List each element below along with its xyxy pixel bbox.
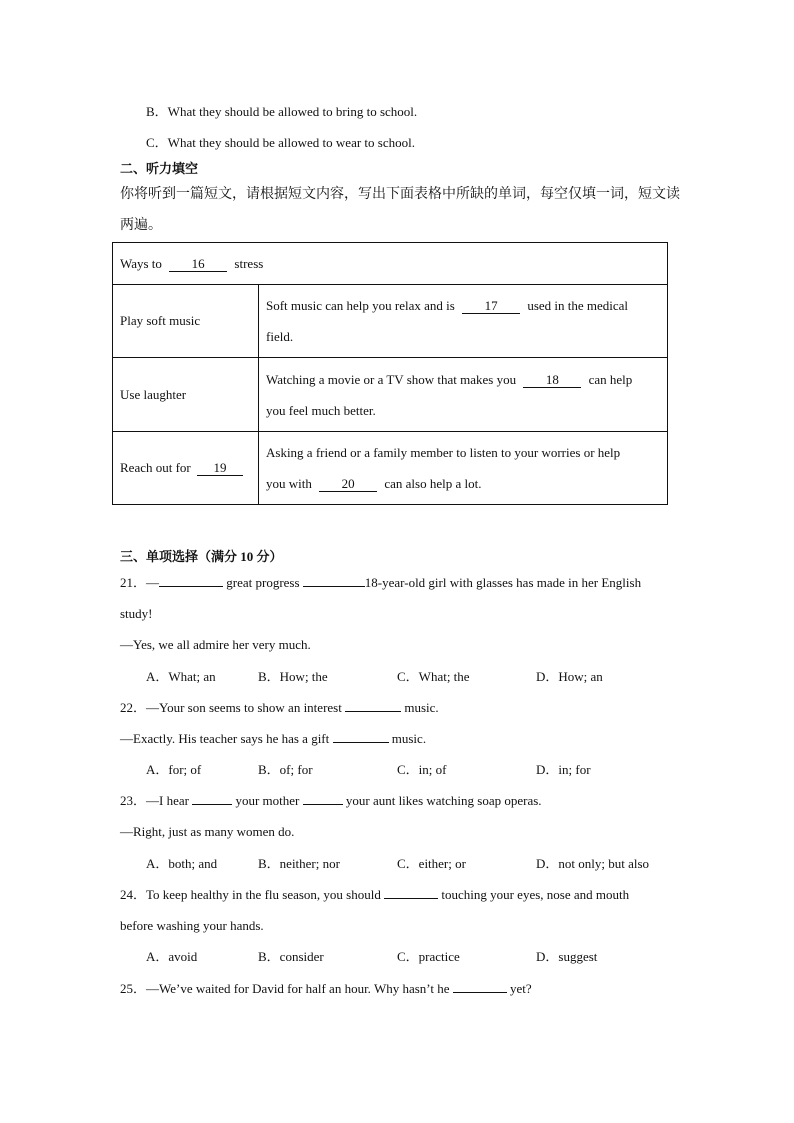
row3-content	[259, 432, 668, 505]
question-21-line2: study!	[120, 606, 153, 621]
q21-option-b[interactable]: B．How; the	[258, 669, 328, 684]
row2-text-after: can help	[588, 371, 633, 387]
table-row	[113, 285, 668, 358]
q22-text-end: music.	[404, 700, 439, 715]
row2-content	[259, 358, 668, 432]
table-title-row	[113, 243, 668, 285]
q23-option-d[interactable]: D．not only; but also	[536, 856, 650, 871]
row3-label	[113, 432, 259, 505]
q23-option-b[interactable]: B．neither; nor	[258, 856, 340, 871]
q25-text: 25．—We’ve waited for David for half an hour. Why hasn’t he	[120, 981, 450, 996]
q25-text-end: yet?	[510, 981, 532, 996]
q24-blank[interactable]	[384, 898, 438, 899]
row3-text-after: can also help a lot.	[384, 476, 482, 491]
title-text-before: Ways to	[120, 255, 162, 271]
question-21-line1	[120, 574, 641, 592]
table-row	[113, 358, 668, 432]
listening-table	[112, 242, 668, 505]
q21-option-a[interactable]: A．What; an	[146, 669, 216, 684]
table-row	[113, 432, 668, 505]
q21-number: 21．—	[120, 575, 160, 590]
q22-option-c[interactable]: C．in; of	[397, 762, 447, 777]
question-22-line1	[120, 699, 439, 717]
table-title-cell	[113, 243, 668, 285]
q22-blank-2[interactable]	[333, 742, 389, 743]
row1-content	[259, 285, 668, 358]
section2-instruction-line2: 两遍。	[120, 218, 162, 233]
blank-18[interactable]: 18	[523, 373, 581, 388]
q21-option-c[interactable]: C．What; the	[397, 669, 470, 684]
q23-text-mid: your mother	[235, 793, 300, 808]
q24-option-c[interactable]: C．practice	[397, 949, 460, 964]
q21-blank-2[interactable]	[303, 586, 365, 587]
row1-text-after: used in the medical	[527, 298, 629, 313]
q23-option-a[interactable]: A．both; and	[146, 856, 218, 871]
q23-text-end: your aunt likes watching soap operas.	[345, 793, 542, 808]
option-b-text: B．What they should be allowed to bring to school.	[146, 104, 418, 119]
q21-text-end: 18-year-old girl with glasses has made in her English	[364, 575, 642, 590]
q22-option-a[interactable]: A．for; of	[146, 762, 202, 777]
section2-heading: 二、听力填空	[120, 161, 199, 176]
row2-label: Use laughter	[113, 358, 259, 432]
section2-instruction-line1: 你将听到一篇短文，请根据短文内容，写出下面表格中所缺的单词，每空仅填一词，短文读	[120, 187, 680, 202]
question-21-reply: —Yes, we all admire her very much.	[120, 637, 311, 652]
q22-reply-end: music.	[391, 731, 427, 746]
blank-16[interactable]: 16	[169, 257, 227, 272]
q25-blank[interactable]	[453, 992, 507, 993]
blank-19[interactable]: 19	[197, 461, 243, 476]
row1-text-line2: field.	[266, 329, 294, 344]
question-22-line2	[120, 730, 426, 748]
question-24-line1	[120, 886, 629, 904]
row3-label-text: Reach out for	[120, 460, 191, 475]
q24-text-end: touching your eyes, nose and mouth	[441, 887, 630, 902]
row1-text: Soft music can help you relax and is	[266, 298, 455, 313]
title-text-after: stress	[234, 255, 264, 271]
blank-20[interactable]: 20	[319, 477, 377, 492]
blank-17[interactable]: 17	[462, 299, 520, 314]
q23-blank-2[interactable]	[303, 804, 343, 805]
section3-heading: 三、单项选择（满分 10 分）	[120, 549, 283, 564]
row2-text-line2: you feel much better.	[266, 402, 376, 418]
option-c-text: C．What they should be allowed to wear to school.	[146, 135, 415, 150]
q21-blank-1[interactable]	[159, 586, 223, 587]
q22-reply: —Exactly. His teacher says he has a gift	[120, 731, 330, 746]
q22-option-b[interactable]: B．of; for	[258, 762, 313, 777]
q24-option-d[interactable]: D．suggest	[536, 949, 598, 964]
q23-option-c[interactable]: C．either; or	[397, 856, 466, 871]
q22-option-d[interactable]: D．in; for	[536, 762, 591, 777]
q24-option-b[interactable]: B．consider	[258, 949, 324, 964]
row1-label: Play soft music	[113, 285, 259, 358]
q23-text: 23．—I hear	[120, 793, 189, 808]
question-23-reply: —Right, just as many women do.	[120, 824, 295, 839]
question-23-line1	[120, 792, 542, 810]
row3-text: Asking a friend or a family member to listen to your worries or help	[266, 445, 621, 460]
q22-blank-1[interactable]	[345, 711, 401, 712]
q21-option-d[interactable]: D．How; an	[536, 669, 603, 684]
row3-text-line2: you with	[266, 476, 312, 491]
q24-text: 24．To keep healthy in the flu season, you should	[120, 887, 381, 902]
q22-text: 22．—Your son seems to show an interest	[120, 700, 342, 715]
q23-blank-1[interactable]	[192, 804, 232, 805]
row2-text: Watching a movie or a TV show that makes you	[266, 371, 517, 387]
question-25-line1	[120, 980, 532, 998]
q21-text: great progress	[226, 575, 300, 590]
question-24-line2: before washing your hands.	[120, 918, 264, 933]
q24-option-a[interactable]: A．avoid	[146, 949, 198, 964]
